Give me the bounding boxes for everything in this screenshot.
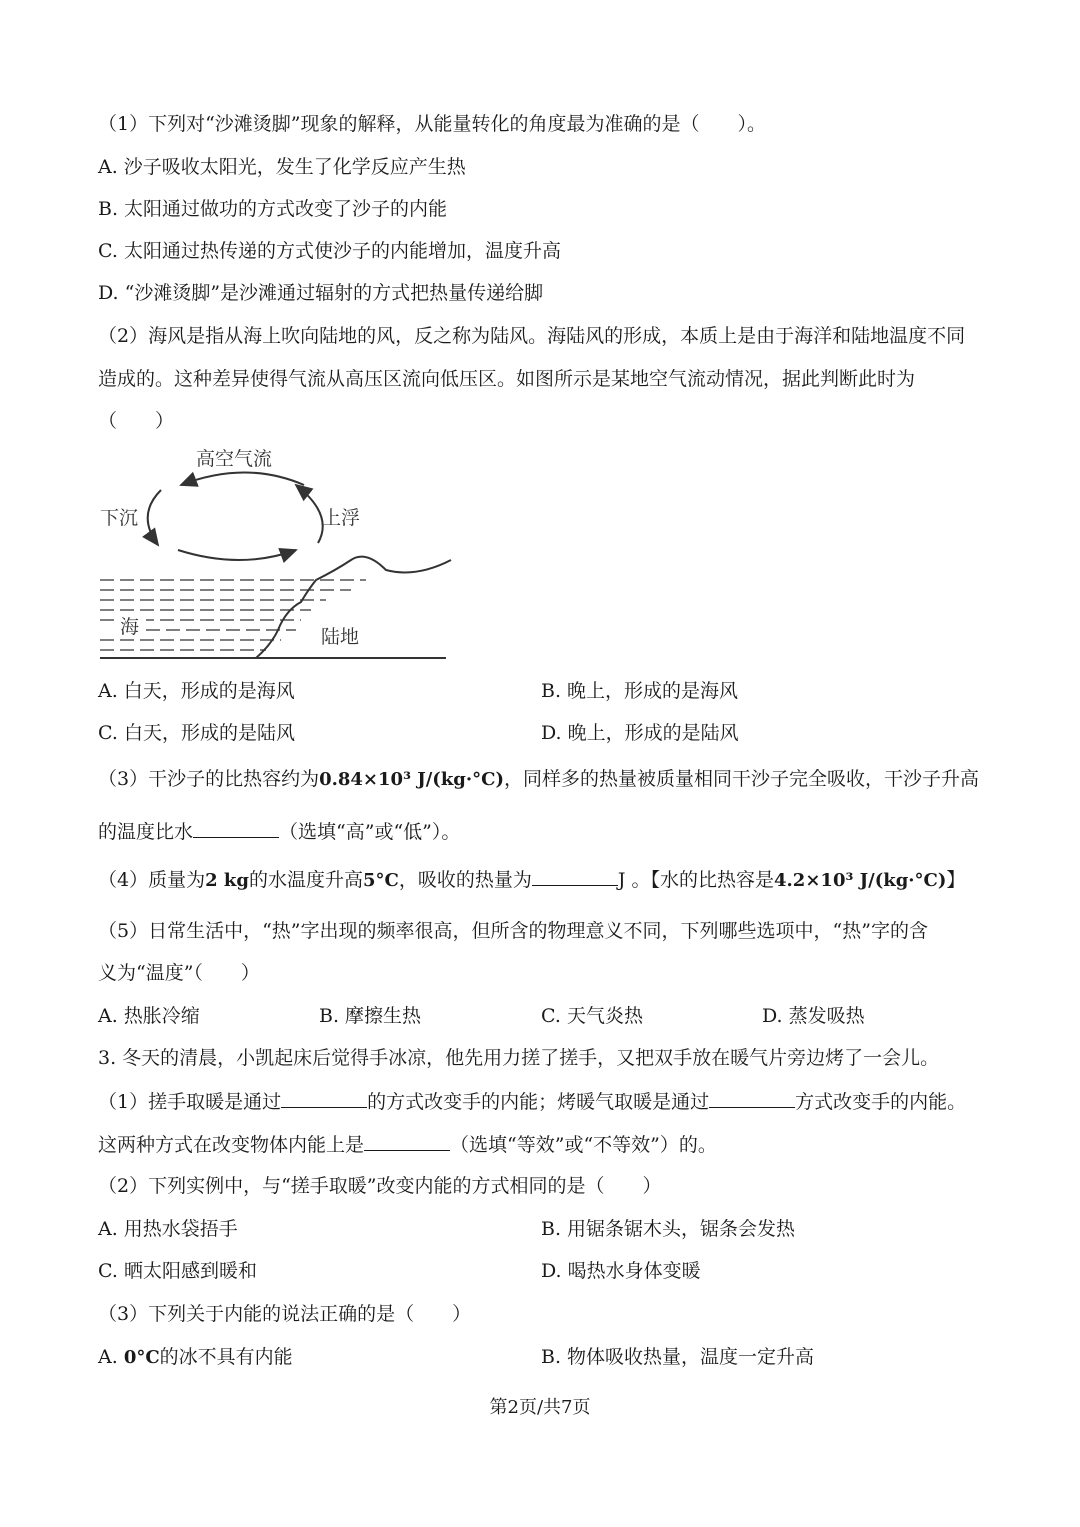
p3-s2-stem: （2）下列实例中，与“搓手取暖”改变内能的方式相同的是（ ） xyxy=(98,1175,662,1197)
q2-option-b: B. 晚上，形成的是海风 xyxy=(541,680,739,702)
q3-l2-pre: 的温度比水 xyxy=(98,821,194,843)
p3-s3-a-pre: A. xyxy=(98,1346,124,1368)
q5-option-d: D. 蒸发吸热 xyxy=(762,1005,865,1027)
p3-s1-l2b: （选填“等效”或“不等效”）的。 xyxy=(450,1134,717,1156)
q2-stem-line3: （ ） xyxy=(98,410,175,432)
p3-s1-b: 的方式改变手的内能；烤暖气取暖是通过 xyxy=(367,1091,710,1113)
q1-option-b: B. 太阳通过做功的方式改变了沙子的内能 xyxy=(98,198,448,220)
right-arrow xyxy=(296,485,323,543)
p3-s1-l2a: 这两种方式在改变物体内能上是 xyxy=(98,1134,365,1156)
q4-line xyxy=(98,867,965,893)
q4-p4: J 。【水的比热容是 xyxy=(617,869,775,891)
high-air-label: 高空气流 xyxy=(196,448,273,470)
q3-specific-heat-formula: 0.84×10³ J/(kg·°C) xyxy=(319,769,504,790)
land-label: 陆地 xyxy=(321,626,360,648)
p3-s3-option-a xyxy=(98,1345,293,1370)
sink-label: 下沉 xyxy=(100,507,139,529)
q3-pre: （3）干沙子的比热容约为 xyxy=(98,768,320,790)
problem3-title: 3. 冬天的清晨，小凯起床后觉得手冰凉，他先用力搓了搓手，又把双手放在暖气片旁边烤了一会儿。 xyxy=(98,1047,940,1069)
p3-s1-line2 xyxy=(98,1132,717,1157)
q2-option-d: D. 晚上，形成的是陆风 xyxy=(541,722,739,744)
rise-label: 上浮 xyxy=(322,507,361,529)
left-arrow xyxy=(148,490,161,545)
p3-s3-a-post: 的冰不具有内能 xyxy=(159,1346,293,1368)
p3-s3-stem: （3）下列关于内能的说法正确的是（ ） xyxy=(98,1303,472,1325)
q3-post: ，同样多的热量被质量相同干沙子完全吸收，干沙子升高 xyxy=(504,768,980,790)
q2-option-c: C. 白天，形成的是陆风 xyxy=(98,722,295,744)
p3-s1-c: 方式改变手的内能。 xyxy=(795,1091,967,1113)
q1-stem: （1）下列对“沙滩烫脚”现象的解释，从能量转化的角度最为准确的是（ ）。 xyxy=(98,113,767,135)
p3-s2-option-a: A. 用热水袋捂手 xyxy=(98,1218,238,1240)
p3-s1-line1 xyxy=(98,1089,966,1114)
q4-mass: 2 kg xyxy=(205,870,249,891)
p3-s1-a: （1）搓手取暖是通过 xyxy=(98,1091,282,1113)
q1-option-d: D. “沙滩烫脚”是沙滩通过辐射的方式把热量传递给脚 xyxy=(98,282,544,304)
q3-answer-blank[interactable] xyxy=(193,819,279,838)
q2-stem-line2: 造成的。这种差异使得气流从高压区流向低压区。如图所示是某地空气流动情况，据此判断此时为 xyxy=(98,368,916,390)
q5-option-a: A. 热胀冷缩 xyxy=(98,1005,200,1027)
q1-option-a: A. 沙子吸收太阳光，发生了化学反应产生热 xyxy=(98,156,466,178)
p3-s2-option-c: C. 晒太阳感到暖和 xyxy=(98,1260,257,1282)
p3-s3-option-b: B. 物体吸收热量，温度一定升高 xyxy=(541,1346,815,1368)
q4-p5: 】 xyxy=(946,869,966,891)
p3-s2-option-b: B. 用锯条锯木头，锯条会发热 xyxy=(541,1218,796,1240)
q5-option-c: C. 天气炎热 xyxy=(541,1005,643,1027)
p3-s2-option-d: D. 喝热水身体变暖 xyxy=(541,1260,701,1282)
q4-water-specific-heat: 4.2×10³ J/(kg·°C) xyxy=(774,870,947,891)
q3-line2 xyxy=(98,819,460,844)
q4-answer-blank[interactable] xyxy=(532,867,618,886)
sea-label: 海 xyxy=(120,616,140,638)
bottom-arrow xyxy=(178,550,296,560)
q2-option-a: A. 白天，形成的是海风 xyxy=(98,680,295,702)
q2-stem-line1: （2）海风是指从海上吹向陆地的风，反之称为陆风。海陆风的形成，本质上是由于海洋和陆地温度不同 xyxy=(98,325,966,347)
page-footer: 第2页/共7页 xyxy=(489,1397,591,1418)
p3-s1-blank3[interactable] xyxy=(364,1132,450,1151)
p3-s3-a-formula: 0°C xyxy=(123,1347,160,1368)
q5-stem-line2: 义为“温度”（ ） xyxy=(98,962,260,984)
top-arrow xyxy=(181,473,304,486)
q4-p3: ，吸收的热量为 xyxy=(398,869,532,891)
p3-s1-blank1[interactable] xyxy=(281,1089,367,1108)
p3-s1-blank2[interactable] xyxy=(709,1089,795,1108)
q4-temp: 5°C xyxy=(362,870,399,891)
q4-p1: （4）质量为 xyxy=(98,869,206,891)
q3-l2-post: （选填“高”或“低”）。 xyxy=(279,821,461,843)
q3-line1 xyxy=(98,767,979,792)
q1-option-c: C. 太阳通过热传递的方式使沙子的内能增加，温度升高 xyxy=(98,240,561,262)
sea-land-breeze-figure xyxy=(96,440,456,665)
q4-p2: 的水温度升高 xyxy=(248,869,363,891)
q5-stem-line1: （5）日常生活中，“热”字出现的频率很高，但所含的物理意义不同，下列哪些选项中，“热”字的含 xyxy=(98,920,928,942)
q5-option-b: B. 摩擦生热 xyxy=(319,1005,422,1027)
